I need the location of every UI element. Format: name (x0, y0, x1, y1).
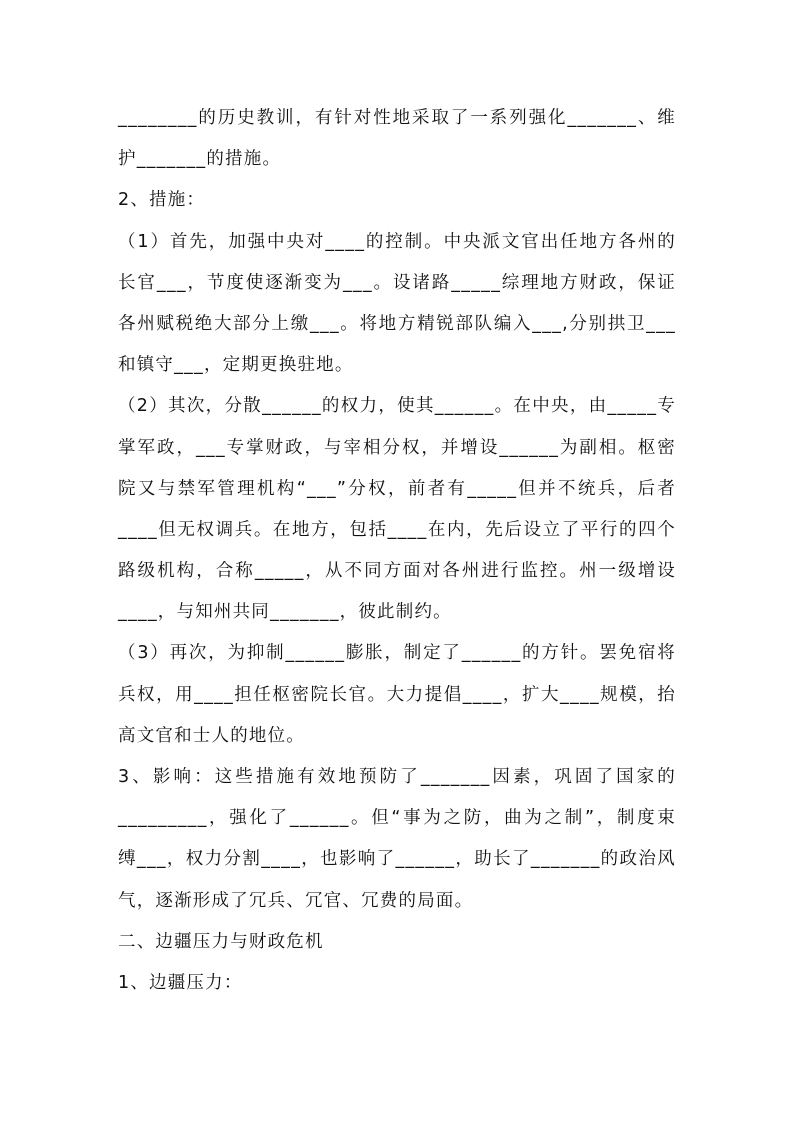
text-line: 兵权，用____担任枢密院长官。大力提倡____，扩大____规模，抬 (118, 684, 676, 705)
text-line: 护_______的措施。 (118, 149, 282, 170)
section-heading: 2、措施： (118, 190, 206, 211)
text-line: （1）首先，加强中央对____的控制。中央派文官出任地方各州的 (118, 231, 676, 252)
text-line: 各州赋税绝大部分上缴___。将地方精锐部队编入___,分别拱卫___ (118, 313, 676, 334)
chapter-heading: 二、边疆压力与财政危机 (118, 931, 324, 952)
text-line: 缚___，权力分割____，也影响了______，助长了_______的政治风 (118, 849, 676, 870)
text-line: ________的历史教训，有针对性地采取了一系列强化_______、维 (118, 108, 676, 128)
text-line: （3）再次，为抑制______膨胀，制定了______的方针。罢免宿将 (118, 643, 676, 664)
text-line: ____，与知州共同_______，彼此制约。 (118, 602, 452, 623)
text-line: 和镇守___，定期更换驻地。 (118, 355, 354, 376)
text-line: 院又与禁军管理机构“___”分权，前者有_____但并不统兵，后者 (118, 478, 676, 499)
section-heading: 1、边疆压力： (118, 972, 243, 993)
text-line: _________，强化了______。但“事为之防，曲为之制”，制度束 (118, 808, 676, 829)
section-heading: 3、影响：这些措施有效地预防了_______因素，巩固了国家的 (118, 767, 676, 787)
text-line: （2）其次，分散______的权力，使其______。在中央，由_____专 (118, 396, 676, 417)
text-line: ____但无权调兵。在地方，包括____在内，先后设立了平行的四个 (118, 519, 676, 540)
text-line: 高文官和士人的地位。 (118, 725, 305, 746)
text-line: 长官___，节度使逐渐变为___。设诸路_____综理地方财政，保证 (118, 272, 676, 293)
text-line: 掌军政，___专掌财政，与宰相分权，并增设______为副相。枢密 (118, 437, 676, 458)
text-line: 路级机构，合称_____，从不同方面对各州进行监控。州一级增设 (118, 561, 676, 582)
text-line: 气，逐渐形成了冗兵、冗官、冗费的局面。 (118, 890, 474, 911)
